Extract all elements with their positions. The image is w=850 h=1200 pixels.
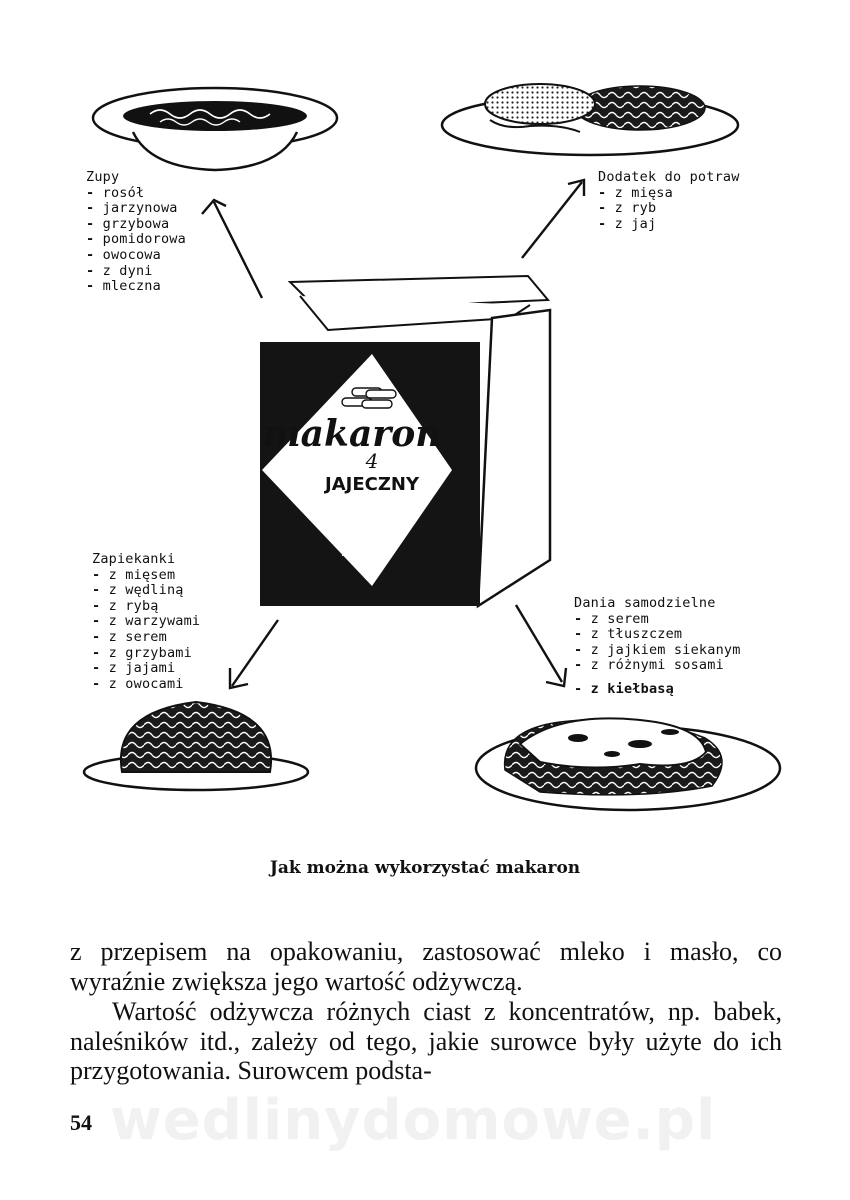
list-item: - z jaj <box>598 217 740 233</box>
casseroles-title: Zapiekanki <box>92 551 176 567</box>
list-item: - z tłuszczem <box>574 627 741 643</box>
list-item: - z serem <box>92 630 200 646</box>
soup-bowl-drawing <box>93 88 337 170</box>
side-dish-list <box>598 170 740 232</box>
casseroles-list <box>92 552 200 692</box>
soups-list <box>86 170 186 295</box>
main-dishes-list <box>574 596 741 698</box>
list-item: - z jajami <box>92 661 200 677</box>
body-paragraph-2: Wartość odżywcza różnych ciast z koncentratów, np. babek, naleśników itd., zależy od tego, jakie surowce były użyte do ich przygotowania. Surowcem podsta- <box>70 997 782 1085</box>
list-item: - rosół <box>86 186 186 202</box>
list-item: - grzybowa <box>86 217 186 233</box>
package-type: RURKI <box>341 548 383 559</box>
list-item: - owocowa <box>86 248 186 264</box>
side-dish-title: Dodatek do potraw <box>598 169 740 185</box>
package-brand: makaron <box>262 413 442 455</box>
list-item: - pomidorowa <box>86 232 186 248</box>
figure-caption: Jak można wykorzystać makaron <box>269 858 581 878</box>
list-item: - jarzynowa <box>86 201 186 217</box>
list-item: - z mięsa <box>598 186 740 202</box>
list-item: - z owocami <box>92 677 200 693</box>
list-item: - mleczna <box>86 279 186 295</box>
list-item: - z różnymi sosami <box>574 658 741 674</box>
list-item: - z dyni <box>86 264 186 280</box>
package-variety: JAJECZNY <box>325 474 419 495</box>
list-item: - z ryb <box>598 201 740 217</box>
list-item: - z kiełbasą <box>574 682 741 698</box>
body-paragraph-1: z przepisem na opakowaniu, zastosować mleko i masło, co wyraźnie zwiększa jego wartość odżywczą. <box>70 937 782 996</box>
list-item: - z wędliną <box>92 583 200 599</box>
page-number: 54 <box>70 1110 92 1135</box>
list-item: - z warzywami <box>92 614 200 630</box>
cutlet-plate-drawing <box>442 84 738 155</box>
list-item: - z serem <box>574 612 741 628</box>
package-number: 4 <box>365 449 379 473</box>
list-item: - z mięsem <box>92 568 200 584</box>
watermark: wedlinydomowe.pl <box>110 1088 717 1153</box>
main-dishes-title: Dania samodzielne <box>574 595 716 611</box>
casserole-plate-drawing <box>84 702 308 790</box>
list-item: - z rybą <box>92 599 200 615</box>
soups-title: Zupy <box>86 169 120 185</box>
list-item: - z jajkiem siekanym <box>574 643 741 659</box>
list-item: - z grzybami <box>92 646 200 662</box>
sauce-plate-drawing <box>476 718 780 810</box>
